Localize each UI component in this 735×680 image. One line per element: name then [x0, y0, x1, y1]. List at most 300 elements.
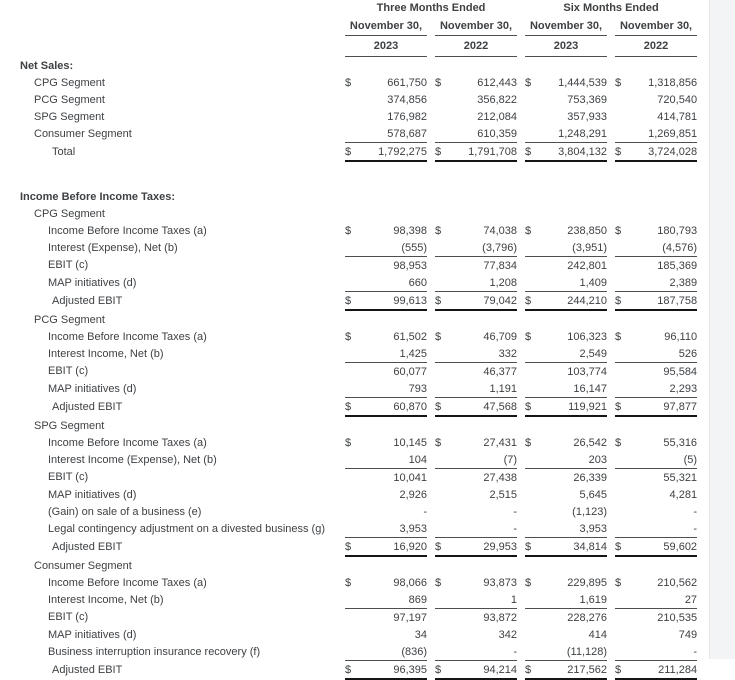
currency-symbol [435, 486, 449, 503]
gap-cell [607, 125, 615, 143]
row-label: CPG Segment [34, 76, 105, 89]
gap-cell [427, 143, 435, 162]
currency-symbol [435, 108, 449, 125]
value-cell: 98,398 [393, 224, 427, 237]
gap-cell [427, 626, 435, 643]
currency-symbol [345, 591, 359, 609]
gap-cell [607, 626, 615, 643]
value-cell: 1,248,291 [539, 125, 607, 143]
value-cell: 98,066 [393, 576, 427, 589]
currency-symbol: $ [615, 143, 629, 162]
gap-cell [607, 591, 615, 609]
year-header: 2022 [435, 36, 517, 57]
gap-cell [427, 591, 435, 609]
currency-symbol [345, 469, 359, 487]
value-cell: - [449, 520, 517, 538]
value-cell: 229,895 [567, 576, 608, 589]
gap-cell [517, 274, 525, 292]
table-row [0, 398, 697, 417]
value-cell: 5,645 [579, 488, 608, 501]
header-year-row [0, 36, 697, 57]
value-cell: (11,128) [539, 643, 607, 661]
value-cell: 1,425 [359, 345, 427, 363]
value-cell: 1,208 [449, 274, 517, 292]
value-cell: 238,850 [567, 224, 608, 237]
value-cell: 26,542 [573, 436, 608, 449]
row-label: Interest (Expense), Net (b) [48, 241, 178, 254]
value-cell: - [629, 643, 697, 661]
currency-symbol [345, 520, 359, 538]
value-cell: 2,515 [489, 488, 518, 501]
value-cell: 74,038 [483, 224, 518, 237]
currency-symbol [525, 626, 539, 643]
currency-symbol [525, 643, 539, 661]
currency-symbol: $ [345, 143, 359, 162]
currency-symbol [435, 609, 449, 627]
table-row [0, 380, 697, 398]
table-row [0, 643, 697, 661]
segment-row [0, 310, 697, 328]
year-header: 2023 [525, 36, 607, 57]
value-cell: 720,540 [657, 93, 698, 106]
segment-row [0, 556, 697, 574]
header-date-row [0, 16, 697, 36]
gap-cell [427, 486, 435, 503]
currency-symbol [615, 380, 629, 398]
currency-symbol: $ [345, 436, 352, 449]
table-row [0, 292, 697, 311]
currency-symbol: $ [345, 576, 352, 589]
value-cell: 2,389 [629, 274, 697, 292]
currency-symbol: $ [615, 224, 622, 237]
value-cell: 869 [359, 591, 427, 609]
row-label: Consumer Segment [34, 559, 132, 572]
value-cell: (7) [449, 451, 517, 469]
table-row [0, 503, 697, 520]
value-cell: 414 [588, 628, 608, 641]
value-cell: 10,145 [393, 436, 427, 449]
currency-symbol: $ [525, 436, 532, 449]
row-label: Consumer Segment [34, 127, 132, 140]
currency-symbol [525, 520, 539, 538]
gap-cell [517, 91, 525, 108]
value-cell: 210,562 [657, 576, 698, 589]
value-cell: 104 [359, 451, 427, 469]
gap-cell [517, 486, 525, 503]
table-row [0, 222, 697, 239]
currency-symbol [615, 643, 629, 661]
currency-symbol: $ [615, 661, 629, 680]
value-cell: 61,502 [393, 330, 427, 343]
currency-symbol: $ [615, 76, 622, 89]
value-cell: - [423, 505, 427, 518]
row-label: Legal contingency adjustment on a divested business (g) [48, 522, 326, 535]
gap-cell [517, 125, 525, 143]
currency-symbol: $ [525, 292, 539, 311]
currency-symbol [615, 125, 629, 143]
value-cell: 1,619 [539, 591, 607, 609]
spacer-row [0, 161, 697, 188]
currency-symbol [525, 469, 539, 487]
currency-symbol: $ [525, 224, 532, 237]
gap-cell [517, 74, 525, 91]
row-label: (Gain) on sale of a business (e) [48, 505, 202, 518]
table-row [0, 538, 697, 557]
page-gutter [709, 0, 735, 659]
row-label: MAP initiatives (d) [48, 488, 137, 501]
value-cell: 1,318,856 [648, 76, 698, 89]
gap-cell [517, 643, 525, 661]
value-cell: 93,872 [483, 611, 518, 624]
currency-symbol [435, 239, 449, 257]
section-row [0, 57, 697, 75]
currency-symbol: $ [525, 661, 539, 680]
value-cell: 103,774 [567, 365, 608, 378]
currency-symbol: $ [345, 292, 359, 311]
row-label: Interest Income, Net (b) [48, 347, 164, 360]
value-cell: - [449, 643, 517, 661]
gap-cell [427, 345, 435, 363]
currency-symbol [615, 257, 629, 275]
gap-cell [427, 108, 435, 125]
row-label: Income Before Income Taxes (a) [48, 330, 207, 343]
value-cell: 1,792,275 [359, 143, 427, 162]
row-label: PCG Segment [34, 93, 105, 106]
currency-symbol [525, 486, 539, 503]
row-label: MAP initiatives (d) [48, 276, 137, 289]
currency-symbol [525, 125, 539, 143]
value-cell: 55,321 [663, 471, 698, 484]
currency-symbol [615, 345, 629, 363]
gap-cell [427, 469, 435, 487]
value-cell: 55,316 [663, 436, 698, 449]
table-row [0, 486, 697, 503]
value-cell: 94,214 [449, 661, 517, 680]
currency-symbol: $ [345, 330, 352, 343]
spacer-cell [0, 161, 697, 188]
currency-symbol [615, 503, 629, 520]
currency-symbol [345, 643, 359, 661]
value-cell: 2,549 [539, 345, 607, 363]
gap-cell [607, 239, 615, 257]
value-cell: 95,584 [663, 365, 698, 378]
year-header: 2023 [345, 36, 427, 57]
currency-symbol: $ [345, 398, 359, 417]
row-label: Adjusted EBIT [52, 294, 123, 307]
row-label: Business interruption insurance recovery (f) [48, 645, 261, 658]
header-gap-cell [517, 0, 525, 16]
value-cell: 2,293 [629, 380, 697, 398]
table-row [0, 574, 697, 591]
currency-symbol [345, 451, 359, 469]
value-cell: 210,535 [657, 611, 698, 624]
row-label: Adjusted EBIT [52, 663, 123, 676]
gap-cell [607, 363, 615, 381]
value-cell: 212,084 [477, 110, 518, 123]
segment-row [0, 205, 697, 222]
value-cell: 180,793 [657, 224, 698, 237]
value-cell: 1,444,539 [558, 76, 608, 89]
table-row [0, 143, 697, 162]
currency-symbol [345, 239, 359, 257]
value-cell: 228,276 [567, 611, 608, 624]
value-cell: 96,395 [359, 661, 427, 680]
value-cell: 753,369 [567, 93, 608, 106]
currency-symbol [435, 274, 449, 292]
currency-symbol: $ [615, 292, 629, 311]
gap-cell [517, 363, 525, 381]
gap-cell [427, 520, 435, 538]
currency-symbol [435, 451, 449, 469]
table-row [0, 434, 697, 451]
currency-symbol: $ [435, 398, 449, 417]
table-row [0, 328, 697, 345]
currency-symbol [525, 451, 539, 469]
row-label: Interest Income (Expense), Net (b) [48, 453, 217, 466]
gap-cell [517, 574, 525, 591]
currency-symbol [525, 108, 539, 125]
value-cell: (555) [359, 239, 427, 257]
table-row [0, 345, 697, 363]
table-header [0, 0, 697, 57]
currency-symbol [345, 626, 359, 643]
gap-cell [607, 520, 615, 538]
currency-symbol: $ [615, 436, 622, 449]
currency-symbol: $ [435, 224, 442, 237]
gap-cell [427, 398, 435, 417]
currency-symbol [435, 125, 449, 143]
value-cell: 98,953 [393, 259, 427, 272]
currency-symbol: $ [525, 143, 539, 162]
value-cell: 34 [414, 628, 427, 641]
gap-cell [517, 328, 525, 345]
currency-symbol [615, 274, 629, 292]
value-cell: 1 [449, 591, 517, 609]
gap-cell [607, 451, 615, 469]
currency-symbol [525, 345, 539, 363]
value-cell: 27,438 [483, 471, 518, 484]
currency-symbol [345, 257, 359, 275]
value-cell: 59,602 [629, 538, 697, 557]
row-label: SPG Segment [34, 419, 105, 432]
currency-symbol [435, 591, 449, 609]
currency-symbol [345, 503, 359, 520]
header-period-row [0, 0, 697, 16]
value-cell: 1,191 [449, 380, 517, 398]
gap-cell [607, 74, 615, 91]
value-cell: 357,933 [567, 110, 608, 123]
currency-symbol [345, 274, 359, 292]
value-cell: 1,269,851 [629, 125, 697, 143]
gap-cell [517, 222, 525, 239]
gap-cell [427, 257, 435, 275]
currency-symbol: $ [615, 330, 622, 343]
value-cell: 46,709 [483, 330, 518, 343]
currency-symbol [525, 380, 539, 398]
segment-row [0, 416, 697, 434]
gap-cell [607, 609, 615, 627]
value-cell: - [513, 505, 518, 518]
header-gap-cell [517, 16, 525, 36]
gap-cell [517, 345, 525, 363]
gap-cell [427, 91, 435, 108]
table-row [0, 74, 697, 91]
row-label: Income Before Income Taxes: [20, 190, 176, 203]
row-label: MAP initiatives (d) [48, 628, 137, 641]
header-gap-cell [427, 16, 435, 36]
gap-cell [607, 345, 615, 363]
header-gap-cell [427, 36, 435, 57]
date-header: November 30, [615, 16, 697, 36]
value-cell: 27,431 [483, 436, 518, 449]
table-row [0, 125, 697, 143]
section-row [0, 188, 697, 205]
currency-symbol [435, 469, 449, 487]
row-label: MAP initiatives (d) [48, 382, 137, 395]
currency-symbol [345, 380, 359, 398]
value-cell: 342 [498, 628, 518, 641]
gap-cell [427, 274, 435, 292]
header-gap-cell [607, 36, 615, 57]
currency-symbol [345, 91, 359, 108]
gap-cell [517, 380, 525, 398]
value-cell: 414,781 [657, 110, 698, 123]
value-cell: 10,041 [393, 471, 427, 484]
value-cell: 3,953 [539, 520, 607, 538]
table-row [0, 257, 697, 275]
header-spacer-cell [0, 0, 345, 16]
gap-cell [427, 74, 435, 91]
currency-symbol: $ [435, 538, 449, 557]
value-cell: 1,409 [539, 274, 607, 292]
value-cell: 60,870 [359, 398, 427, 417]
currency-symbol [435, 91, 449, 108]
row-label: EBIT (c) [48, 611, 89, 624]
currency-symbol [525, 257, 539, 275]
value-cell: 16,920 [359, 538, 427, 557]
currency-symbol [615, 591, 629, 609]
gap-cell [517, 661, 525, 680]
value-cell: 610,359 [449, 125, 517, 143]
table-row [0, 591, 697, 609]
gap-cell [517, 538, 525, 557]
value-cell: 526 [629, 345, 697, 363]
currency-symbol [615, 91, 629, 108]
value-cell: - [629, 520, 697, 538]
gap-cell [517, 469, 525, 487]
gap-cell [607, 222, 615, 239]
value-cell: 34,814 [539, 538, 607, 557]
gap-cell [607, 91, 615, 108]
value-cell: 356,822 [477, 93, 518, 106]
currency-symbol [525, 503, 539, 520]
gap-cell [607, 328, 615, 345]
currency-symbol: $ [435, 576, 442, 589]
currency-symbol [615, 451, 629, 469]
row-label: Total [52, 145, 76, 158]
currency-symbol [435, 345, 449, 363]
currency-symbol [525, 274, 539, 292]
row-label: EBIT (c) [48, 365, 89, 378]
value-cell: (3,951) [539, 239, 607, 257]
currency-symbol: $ [435, 661, 449, 680]
currency-symbol [345, 363, 359, 381]
value-cell: 660 [359, 274, 427, 292]
table-row [0, 520, 697, 538]
row-label: Income Before Income Taxes (a) [48, 436, 207, 449]
value-cell: 96,110 [664, 330, 698, 343]
value-cell: 578,687 [359, 125, 427, 143]
currency-symbol: $ [345, 538, 359, 557]
currency-symbol [435, 363, 449, 381]
currency-symbol [435, 380, 449, 398]
value-cell: 77,834 [483, 259, 518, 272]
gap-cell [607, 469, 615, 487]
value-cell: 29,953 [449, 538, 517, 557]
gap-cell [607, 398, 615, 417]
value-cell: (1,123) [572, 505, 608, 518]
gap-cell [517, 520, 525, 538]
gap-cell [607, 292, 615, 311]
gap-cell [427, 292, 435, 311]
currency-symbol [525, 239, 539, 257]
currency-symbol [615, 363, 629, 381]
gap-cell [517, 108, 525, 125]
value-cell: 16,147 [539, 380, 607, 398]
currency-symbol [525, 363, 539, 381]
gap-cell [607, 257, 615, 275]
table-row [0, 363, 697, 381]
currency-symbol [525, 591, 539, 609]
gap-cell [427, 503, 435, 520]
value-cell: 217,562 [539, 661, 607, 680]
table-row [0, 239, 697, 257]
row-label: PCG Segment [34, 313, 105, 326]
gap-cell [427, 363, 435, 381]
value-cell: (3,796) [449, 239, 517, 257]
gap-cell [607, 661, 615, 680]
currency-symbol [345, 125, 359, 143]
gap-cell [427, 125, 435, 143]
currency-symbol [615, 520, 629, 538]
gap-cell [427, 574, 435, 591]
currency-symbol [435, 503, 449, 520]
currency-symbol [345, 609, 359, 627]
gap-cell [607, 108, 615, 125]
currency-symbol: $ [525, 398, 539, 417]
gap-cell [427, 538, 435, 557]
row-label: Income Before Income Taxes (a) [48, 224, 207, 237]
currency-symbol: $ [345, 76, 352, 89]
gap-cell [517, 626, 525, 643]
value-cell: 99,613 [359, 292, 427, 311]
currency-symbol [525, 91, 539, 108]
row-label: Income Before Income Taxes (a) [48, 576, 207, 589]
gap-cell [517, 292, 525, 311]
row-label: EBIT (c) [48, 259, 89, 272]
currency-symbol [615, 108, 629, 125]
header-spacer-cell [0, 36, 345, 57]
currency-symbol: $ [525, 538, 539, 557]
gap-cell [427, 609, 435, 627]
currency-symbol: $ [615, 398, 629, 417]
value-cell: 46,377 [483, 365, 518, 378]
currency-symbol [345, 108, 359, 125]
gap-cell [427, 328, 435, 345]
gap-cell [517, 591, 525, 609]
header-gap-cell [607, 16, 615, 36]
table-row [0, 274, 697, 292]
